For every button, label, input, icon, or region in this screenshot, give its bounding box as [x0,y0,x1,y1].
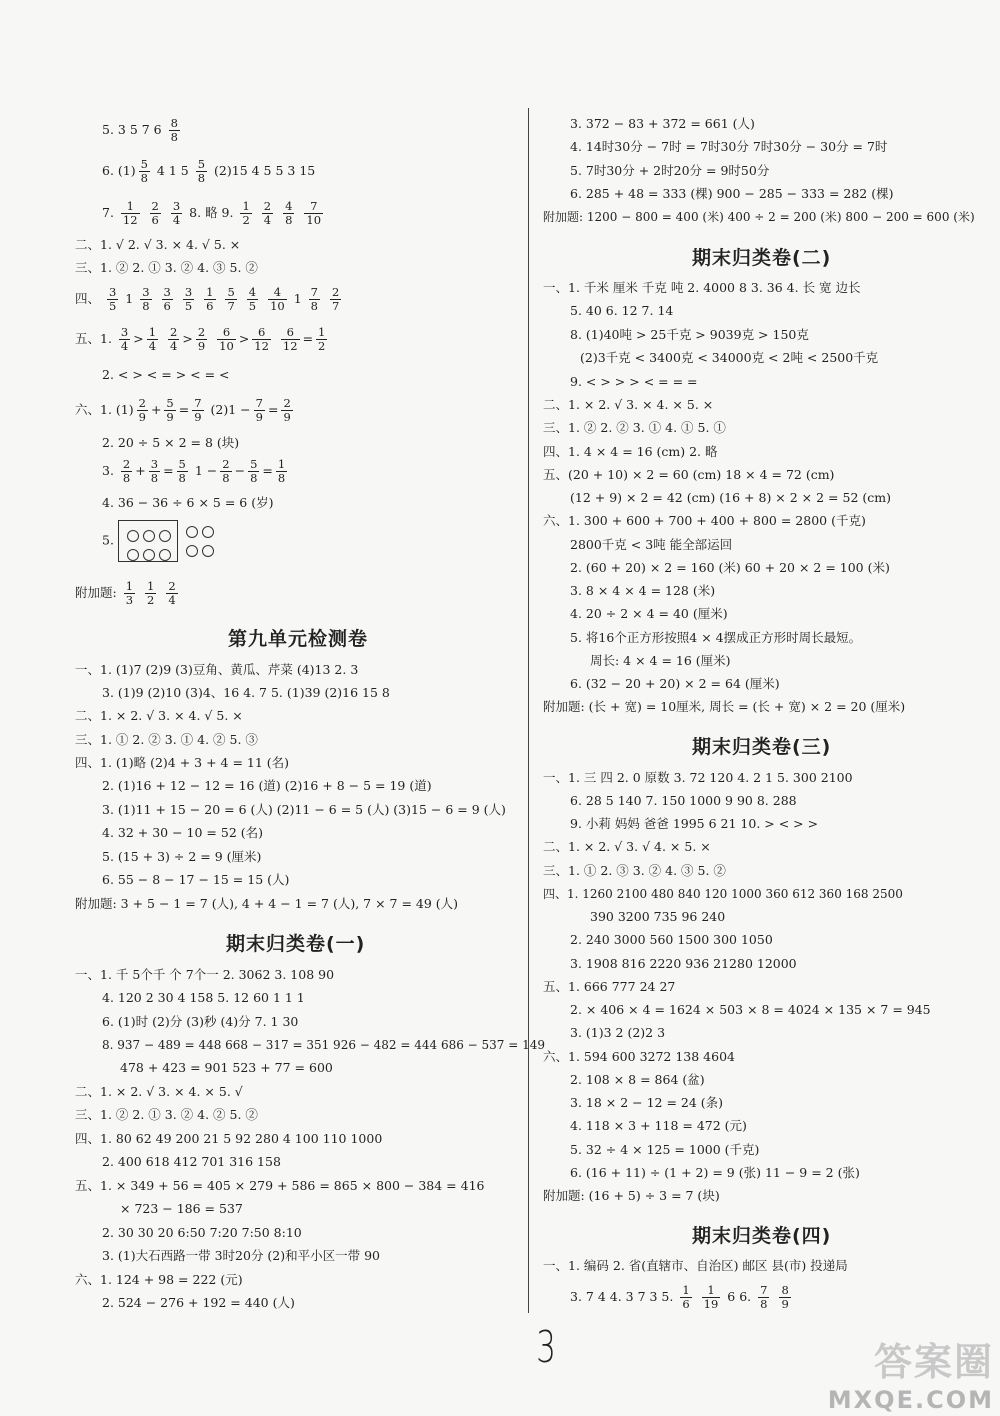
fraction: $\frac{7}{10}$ [306,199,322,227]
answer-text: (2)1 − [210,402,251,417]
answer-line: 8. 937 − 489 = 448 668 − 317 = 351 926 − 482 = 444 686 − 537 = 149 [102,1038,546,1052]
fraction: $\frac{1}{2}$ [147,579,155,607]
answer-text: 6 6. [727,1289,752,1304]
answer-line: 3. $\frac{2}{8}$ + $\frac{3}{8}$ = $\frac{5}{8}$ 1 − $\frac{2}{8}$ − $\frac{5}{8}$ = $\frac{1}{8}$ [102,457,286,485]
answer-line: 2. × 406 × 4 = 1624 × 503 × 8 = 4024 × 135 × 7 = 945 [570,1002,931,1017]
fraction: $\frac{3}{4}$ [120,325,129,353]
answer-line: 附加题: (长 + 宽) = 10厘米, 周长 = (长 + 宽) × 2 = 20 (厘米) [543,699,906,714]
answer-line: 三、1. ① 2. ③ 3. ② 4. ③ 5. ② [543,863,726,878]
answer-line: 6. 55 − 8 − 17 − 15 = 15 (人) [102,872,290,887]
answer-line: 4. 36 − 36 ÷ 6 × 5 = 6 (岁) [102,495,274,510]
answer-line: 5. 将16个正方形按照4 × 4摆成正方形时周长最短。 [570,630,862,645]
fraction: $\frac{5}{8}$ [197,157,206,185]
answer-line: 六、1. 300 + 600 + 700 + 400 + 800 = 2800 (千克) [543,513,866,528]
answer-line: 2. 20 ÷ 5 × 2 = 8 (块) [102,435,240,450]
answer-line: 2. < > < = > < = < [102,367,230,382]
answer-line: 478 + 423 = 901 523 + 77 = 600 [120,1060,333,1075]
answer-text: 5. 3 5 7 6 [102,122,162,137]
answer-line: 3. 1908 816 2220 936 21280 12000 [570,956,797,971]
answer-line: 3. (1)3 2 (2)2 3 [570,1025,666,1040]
answer-line: 6. 28 5 140 7. 150 1000 9 90 8. 288 [570,793,797,808]
fraction: $\frac{1}{6}$ [682,1283,690,1311]
answer-line: 3. 372 − 83 + 372 = 661 (人) [570,116,755,131]
answer-line: 一、1. 三 四 2. 0 原数 3. 72 120 4. 2 1 5. 300 2100 [543,770,853,785]
answer-line: 3. 18 × 2 − 12 = 24 (条) [570,1095,724,1110]
column-divider [528,108,529,1313]
answer-line [75,580,181,607]
fraction: $\frac{5}{7}$ [227,285,235,313]
fraction: $\frac{8}{9}$ [781,1283,789,1311]
answer-line: 一、1. 编码 2. 省(直辖市、自治区) 邮区 县(市) 投递局 [543,1258,848,1273]
answer-line: 4. 32 + 30 − 10 = 52 (名) [102,825,264,840]
fraction: $\frac{5}{8}$ [178,457,186,485]
answer-line: 5. 32 ÷ 4 × 125 = 1000 (千克) [570,1142,760,1157]
answer-line: 6. 285 + 48 = 333 (棵) 900 − 285 − 333 = 282 (棵) [570,186,894,201]
section-title: 期末归类卷(三) [692,736,832,758]
fraction: $\frac{2}{9}$ [283,396,291,424]
answer-text: 附加题: [75,585,117,600]
fraction: $\frac{6}{12}$ [254,325,269,353]
answer-line: (12 + 9) × 2 = 42 (cm) (16 + 8) × 2 × 2 = 52 (cm) [570,490,891,505]
answer-line: 四、 $\frac{3}{5}$ 1 $\frac{3}{8}$ $\frac{3}{6}$ $\frac{3}{5}$ $\frac{1}{6}$ $\frac{5}{7}$ $\frac{4}{5}$ $\frac{4}{10}$ 1 $\frac{7}{8}$ $\frac{2}{7}$ [75,285,340,313]
answer-line: 二、1. × 2. √ 3. × 4. √ 5. × [75,708,243,723]
answer-text: (2)15 4 5 5 3 15 [214,163,316,178]
fraction: $\frac{2}{9}$ [197,325,206,353]
fraction: $\frac{4}{10}$ [270,285,285,313]
answer-line [102,158,315,185]
answer-line: 3. 8 × 4 × 4 = 128 (米) [570,583,716,598]
fraction: $\frac{7}{9}$ [255,396,263,424]
circle-grouping-diagram [118,520,178,562]
answer-text: 8. 略 9. [189,205,234,220]
answer-line: 4. 118 × 3 + 118 = 472 (元) [570,1118,747,1133]
answer-line [102,520,216,562]
answer-text: 7. [102,205,114,220]
watermark-url: MXQE.COM [827,1386,994,1414]
fraction: $\frac{2}{8}$ [222,457,230,485]
fraction: $\frac{3}{4}$ [172,199,181,227]
fraction: $\frac{1}{4}$ [148,325,157,353]
answer-line: 9. 小莉 妈妈 爸爸 1995 6 21 10. > < > > [570,816,819,831]
answer-line: 4. 120 2 30 4 158 5. 12 60 1 1 1 [102,990,305,1005]
section-title: 期末归类卷(四) [692,1225,832,1247]
answer-line: 6. (1)时 (2)分 (3)秒 (4)分 7. 1 30 [102,1014,299,1029]
answer-line: (2)3千克 < 3400克 < 34000克 < 2吨 < 2500千克 [580,350,879,365]
fraction: $\frac{1}{12}$ [122,199,138,227]
answer-text: 3. [102,463,114,478]
answer-line: 4. 14时30分 − 7时 = 7时30分 7时30分 − 30分 = 7时 [570,139,888,154]
answer-text: 五、1. [75,331,112,346]
watermark-logo: 答案圈 [873,1340,994,1384]
answer-line: 3. (1)11 + 15 − 20 = 6 (人) (2)11 − 6 = 5 (人) (3)15 − 6 = 9 (人) [102,802,506,817]
fraction: $\frac{3}{5}$ [109,285,117,313]
answer-line: 2. 30 30 20 6:50 7:20 7:50 8:10 [102,1225,302,1240]
answer-line: 3. (1)9 (2)10 (3)4、16 4. 7 5. (1)39 (2)16 15 8 [102,685,390,700]
answer-line: 3. (1)大石西路一带 3时20分 (2)和平小区一带 90 [102,1248,380,1263]
answer-line: 四、1. 4 × 4 = 16 (cm) 2. 略 [543,444,718,459]
fraction: $\frac{2}{4}$ [170,325,178,353]
answer-line: 390 3200 735 96 240 [590,909,726,924]
fraction: $\frac{6}{10}$ [219,325,234,353]
answer-text: 四、 [75,291,101,306]
answer-line: 2. 524 − 276 + 192 = 440 (人) [102,1295,295,1310]
answer-line: 五、(20 + 10) × 2 = 60 (cm) 18 × 4 = 72 (cm) [543,467,835,482]
answer-line: 8. (1)40吨 > 25千克 > 9039克 > 150克 [570,327,809,342]
answer-line: 六、1. 594 600 3272 138 4604 [543,1049,735,1064]
answer-line: 2800千克 < 3吨 能全部运回 [570,537,733,552]
answer-text: 4 1 5 [156,163,189,178]
answer-text: 6. (1) [102,163,136,178]
answer-line [570,1284,794,1311]
fraction: $\frac{3}{8}$ [150,457,159,485]
fraction: $\frac{7}{9}$ [194,396,202,424]
answer-text: 3. 7 4 4. 3 7 3 5. [570,1289,674,1304]
answer-line: 二、1. √ 2. √ 3. × 4. √ 5. × [75,237,241,252]
page-number: 3 [536,1322,556,1373]
answer-line: 5. 7时30分 + 2时20分 = 9时50分 [570,163,770,178]
fraction: $\frac{7}{8}$ [310,285,318,313]
fraction: $\frac{3}{8}$ [142,285,150,313]
answer-line: 三、1. ② 2. ① 3. ② 4. ② 5. ② [75,1107,258,1122]
answer-line: 五、1. $\frac{3}{4}$ > $\frac{1}{4}$ $\frac{2}{4}$ > $\frac{2}{9}$ $\frac{6}{10}$ > $\frac{6}{12}$ $\frac{6}{12}$ = $\frac{1}{2}$ [75,325,326,353]
answer-line: 5. (15 + 3) ÷ 2 = 9 (厘米) [102,849,262,864]
answer-line: 四、1. (1)略 (2)4 + 3 + 4 = 11 (名) [75,755,290,770]
fraction: $\frac{2}{7}$ [331,285,340,313]
fraction: $\frac{3}{5}$ [184,285,193,313]
answer-line: 2. (1)16 + 12 − 12 = 16 (道) (2)16 + 8 − 5 = 19 (道) [102,778,432,793]
answer-line: 三、1. ② 2. ② 3. ① 4. ① 5. ① [543,420,726,435]
answer-line: 6. (32 − 20 + 20) × 2 = 64 (厘米) [570,676,780,691]
answer-line: 三、1. ① 2. ② 3. ① 4. ② 5. ③ [75,732,258,747]
answer-line: 四、1. 80 62 49 200 21 5 92 280 4 100 110 1000 [75,1131,383,1146]
fraction: $\frac{4}{8}$ [285,199,293,227]
answer-line [102,200,326,227]
answer-line: 周长: 4 × 4 = 16 (厘米) [590,653,731,668]
answer-line: 2. 400 618 412 701 316 158 [102,1154,281,1169]
answer-line: 一、1. (1)7 (2)9 (3)豆角、黄瓜、芹菜 (4)13 2. 3 [75,662,359,677]
fraction: $\frac{2}{4}$ [263,199,272,227]
answer-line [102,117,183,144]
answer-text: 5. [102,532,114,548]
fraction: $\frac{2}{9}$ [138,396,146,424]
answer-line: 2. 240 3000 560 1500 300 1050 [570,932,773,947]
section-title: 期末归类卷(二) [692,247,832,269]
section-title: 期末归类卷(一) [226,933,366,955]
fraction: $\frac{1}{8}$ [277,457,286,485]
fraction: $\frac{5}{8}$ [140,157,148,185]
answer-line: 六、1. 124 + 98 = 222 (元) [75,1272,243,1287]
fraction: $\frac{3}{6}$ [163,285,171,313]
section-title: 第九单元检测卷 [228,628,369,650]
fraction: $\frac{1}{2}$ [318,325,326,353]
fraction: $\frac{5}{9}$ [166,396,174,424]
answer-line: 9. < > > > < = = = [570,374,698,389]
answer-line: 一、1. 千米 厘米 千克 吨 2. 4000 8 3. 36 4. 长 宽 边长 [543,280,861,295]
fraction: $\frac{1}{3}$ [125,579,134,607]
fraction: $\frac{2}{6}$ [151,199,159,227]
fraction: $\frac{1}{19}$ [703,1283,719,1311]
answer-line: 附加题: 3 + 5 − 1 = 7 (人), 4 + 4 − 1 = 7 (人), 7 × 7 = 49 (人) [75,896,459,911]
answer-line: 一、1. 千 5个千 个 7个一 2. 3062 3. 108 90 [75,967,335,982]
fraction: $\frac{1}{2}$ [242,199,250,227]
fraction: $\frac{2}{8}$ [122,457,131,485]
answer-line: 六、1. (1) $\frac{2}{9}$ + $\frac{5}{9}$ = $\frac{7}{9}$ (2)1 − $\frac{7}{9}$ = $\frac{2}{9}$ [75,396,291,424]
answer-line: 二、1. × 2. √ 3. √ 4. × 5. × [543,839,711,854]
answer-line: 附加题: (16 + 5) ÷ 3 = 7 (块) [543,1188,720,1203]
answer-line: 附加题: 1200 − 800 = 400 (米) 400 ÷ 2 = 200 (米) 800 − 200 = 600 (米) [543,210,975,224]
answer-line: 五、1. 666 777 24 27 [543,979,676,994]
answer-line: 2. (60 + 20) × 2 = 160 (米) 60 + 20 × 2 = 100 (米) [570,560,890,575]
answer-line: 6. (16 + 11) ÷ (1 + 2) = 9 (张) 11 − 9 = 2 (张) [570,1165,860,1180]
answer-line: 5. 40 6. 12 7. 14 [570,303,674,318]
fraction: $\frac{6}{12}$ [282,325,298,353]
watermark [828,1331,994,1414]
fraction: $\frac{1}{6}$ [206,285,214,313]
fraction: $\frac{8}{8}$ [170,116,178,144]
answer-text: 1 − [194,463,218,478]
fraction: $\frac{7}{8}$ [760,1283,768,1311]
fraction: $\frac{4}{5}$ [248,285,257,313]
answer-line: 四、1. 1260 2100 480 840 120 1000 360 612 360 168 2500 [543,887,903,901]
answer-line: × 723 − 186 = 537 [120,1201,243,1216]
answer-text: 六、1. (1) [75,402,134,417]
answer-line: 2. 108 × 8 = 864 (盆) [570,1072,705,1087]
answer-line: 三、1. ② 2. ① 3. ② 4. ③ 5. ② [75,260,258,275]
answer-line: 五、1. × 349 + 56 = 405 × 279 + 586 = 865 × 800 − 384 = 416 [75,1178,485,1193]
fraction: $\frac{2}{4}$ [168,579,176,607]
answer-line: 二、1. × 2. √ 3. × 4. × 5. √ [75,1084,243,1099]
answer-line: 二、1. × 2. √ 3. × 4. × 5. × [543,397,714,412]
answer-line: 4. 20 ÷ 2 × 4 = 40 (厘米) [570,606,728,621]
fraction: $\frac{5}{8}$ [250,457,258,485]
